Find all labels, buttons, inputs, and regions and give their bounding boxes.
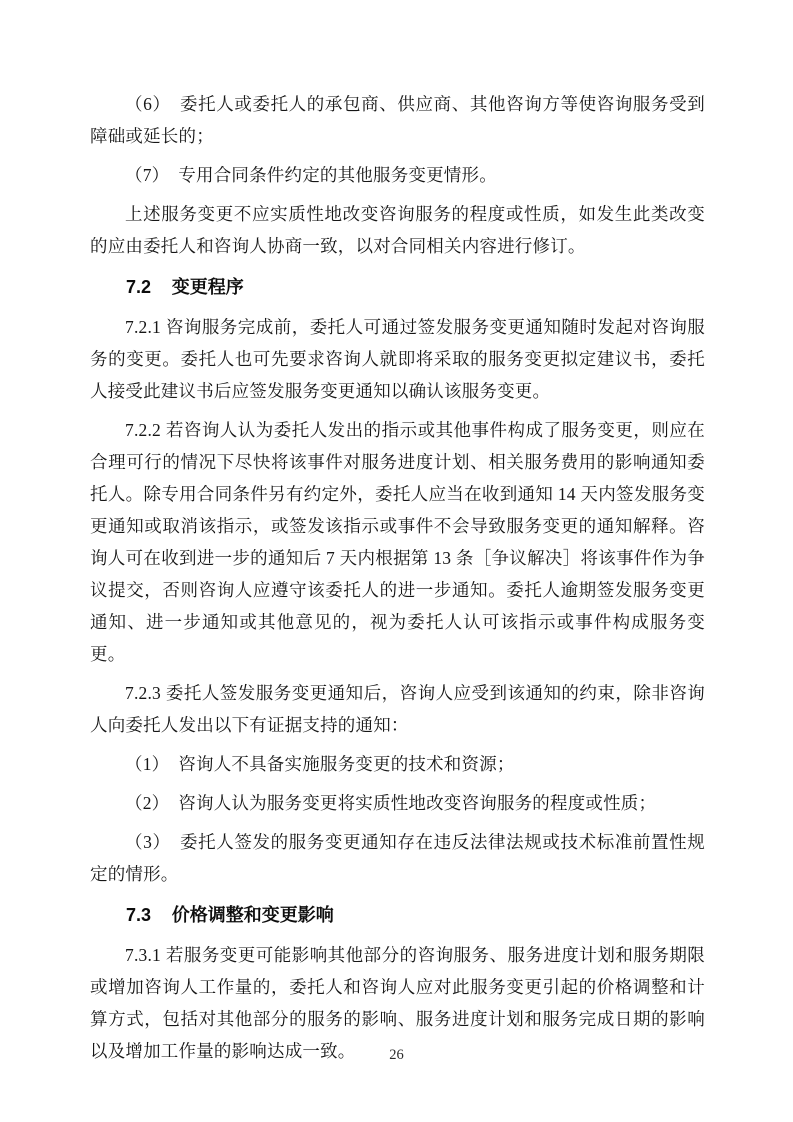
page-footer [0, 1046, 793, 1064]
section-title: 变更程序 [171, 277, 244, 297]
list-item-1: （1） 咨询人不具备实施服务变更的技术和资源； [125, 754, 515, 774]
list-item-7: （7） 专用合同条件约定的其他服务变更情形。 [125, 165, 497, 185]
section-title: 价格调整和变更影响 [171, 905, 334, 925]
section-number: 7.2 [126, 277, 152, 297]
section-heading-7-3 [90, 899, 705, 931]
clause-7-2-1: 7.2.1 咨询服务完成前，委托人可通过签发服务变更通知随时发起对咨询服务的变更。委托人也可先要求咨询人就即将采取的服务变更拟定建议书，委托人接受此建议书后应签发服务变更通知以确认该服务变更。 [90, 317, 705, 401]
section-number: 7.3 [126, 905, 152, 925]
page-number: 26 [389, 1047, 404, 1063]
section-heading-7-2 [90, 271, 705, 303]
clause-7-3-1: 7.3.1 若服务变更可能影响其他部分的咨询服务、服务进度计划和服务期限或增加咨询人工作量的，委托人和咨询人应对此服务变更引起的价格调整和计算方式，包括对其他部分的服务的影响、服务进度计划和服务完成日期的影响以及增加工作量的影响达成一致。 [90, 945, 705, 1061]
paragraph-change-summary: 上述服务变更不应实质性地改变咨询服务的程度或性质，如发生此类改变的应由委托人和咨询人协商一致，以对合同相关内容进行修订。 [90, 204, 705, 256]
clause-7-2-3: 7.2.3 委托人签发服务变更通知后，咨询人应受到该通知的约束，除非咨询人向委托人发出以下有证据支持的通知： [90, 683, 705, 735]
list-item-3: （3） 委托人签发的服务变更通知存在违反法律法规或技术标准前置性规定的情形。 [90, 832, 705, 884]
clause-7-2-2: 7.2.2 若咨询人认为委托人发出的指示或其他事件构成了服务变更，则应在合理可行的情况下尽快将该事件对服务进度计划、相关服务费用的影响通知委托人。除专用合同条件另有约定外，委托人应当在收到通知 14 天内签发服务变更通知或取消该指示，或签发该指示或事件不会导致服务变更的通知解释。咨询人可在收到进一步的通知后 7 天内根据第 13 条［争议解决］将该事件作为争议提交，否则咨询人应遵守该委托人的进一步通知。委托人逾期签发服务变更通知、进一步通知或其他意见的，视为委托人认可该指示或事件构成服务变更。 [90, 420, 705, 664]
list-item-2: （2） 咨询人认为服务变更将实质性地改变咨询服务的程度或性质； [125, 793, 657, 813]
list-item-6: （6） 委托人或委托人的承包商、供应商、其他咨询方等使咨询服务受到障础或延长的； [90, 94, 705, 146]
